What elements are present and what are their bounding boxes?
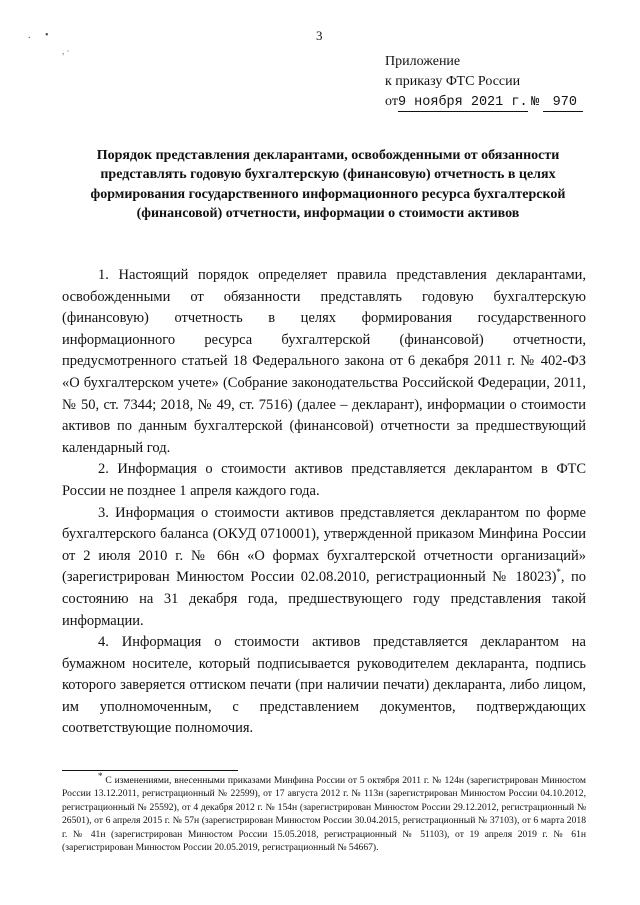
paragraph-4: 4. Информация о стоимости активов представляется декларантом на бумажном носителе, который подписывается руководителем декларанта, подпись которого заверяется оттиском печати (при наличии печати) декларанта, либо лицом, им уполномоченным, с представлением документов, подтверждающих соответствующие полномочия. [62,634,586,737]
document-title: Порядок представления декларантами, освобожденными от обязанности представлять годовую бухгалтерскую (финансовую) отчетность в целях формирования государственного информационного ресурса бухгалтерской (финансовой) отчетности, информации о стоимости активов [90,148,566,222]
appendix-title: Приложение [385,54,461,69]
page-number: 3 [316,28,323,43]
appendix-block [385,52,583,113]
footnote-divider [62,770,238,771]
paragraph-2: 2. Информация о стоимости активов представляется декларантом в ФТС России не позднее 1 апреля каждого года. [62,461,586,499]
paragraph-3 [62,503,586,633]
appendix-date-line [385,92,583,113]
scan-specks: . • [28,30,55,41]
appendix-order-ref: к приказу ФТС России [385,74,521,89]
number-sign: № [531,95,540,110]
footnote-text: С изменениями, внесенными приказами Минфина России от 5 октября 2011 г. № 124н (зарегистрирован Минюстом России 13.12.2011, регистрационный № 22599), от 17 августа 2012 г. № 113н (зарегистрирован Минюстом России 04.10.2012, регистрационный № 25592), от 4 декабря 2012 г. № 154н (зарегистрирован Минюстом России 29.12.2012, регистрационный № 26501), от 6 апреля 2015 г. № 57н (зарегистрирован Минюстом России 30.04.2015, регистрационный № 37103), от 6 марта 2018 г. № 41н (зарегистрирован Минюстом России 15.05.2018, регистрационный № 51103), от 19 апреля 2019 г. № 61н (зарегистрирован Минюстом России 20.05.2019, регистрационный № 54667). [62,775,586,854]
paragraph-3-text-b: , по состоянию на 31 декабря года, предшествующего году представления такой информации. [62,569,586,629]
order-date: 9 ноября 2021 г. [397,95,528,110]
scan-specks-2: , · [62,46,70,56]
order-number: 970 [543,95,583,112]
paragraph-1: 1. Настоящий порядок определяет правила представления декларантами, освобожденными от обязанности представлять годовую бухгалтерскую (финансовую) отчетность в целях формирования государственного информационного ресурса бухгалтерской (финансовой) отчетности, предусмотренного статьей 18 Федерального закона от 6 декабря 2011 г. № 402-ФЗ «О бухгалтерском учете» (Собрание законодательства Российской Федерации, 2011, № 50, ст. 7344; 2018, № 49, ст. 7516) (далее – декларант), информации о стоимости активов по данным бухгалтерской (финансовой) отчетности за предшествующий календарный год. [62,267,586,456]
footnote-mark: * [98,770,103,781]
from-prefix: от [385,94,398,109]
paragraph-3-text-a: 3. Информация о стоимости активов представляется декларантом по форме бухгалтерского баланса (ОКУД 0710001), утвержденной приказом Минфина России от 2 июля 2010 г. № 66н «О формах бухгалтерской отчетности организаций» (зарегистрирован Минюстом России 02.08.2010, регистрационный № 18023) [62,504,586,586]
document-body [62,265,586,740]
footnote-marker: * [556,567,561,578]
footnote [62,770,586,854]
